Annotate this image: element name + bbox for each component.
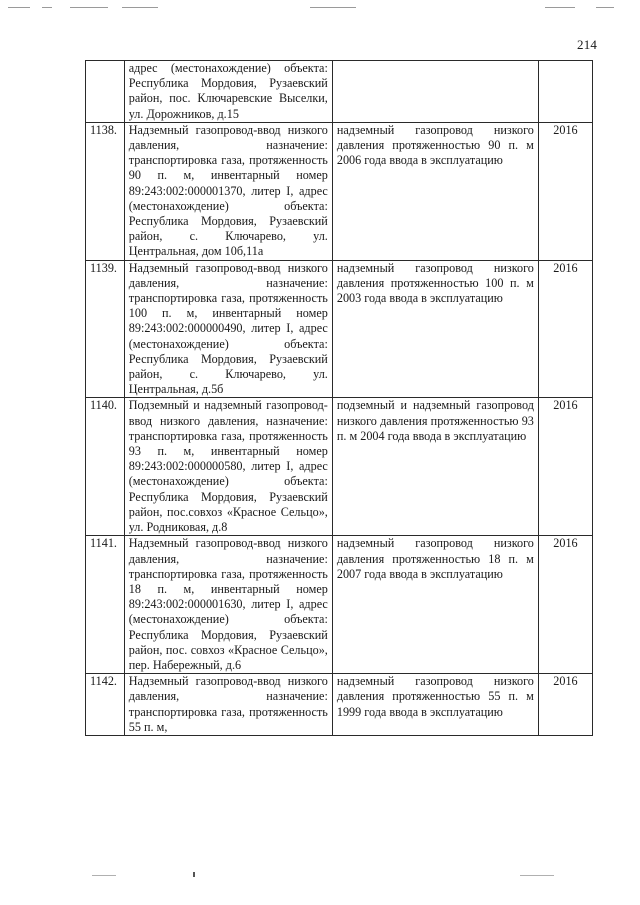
year-cell: 2016 [538, 674, 592, 736]
scan-footer-noise [0, 872, 640, 880]
object-description-cell [332, 61, 538, 123]
year-cell: 2016 [538, 122, 592, 260]
row-number-cell: 1139. [86, 260, 125, 398]
object-description-cell: надземный газопровод низкого давления протяженностью 18 п. м 2007 года ввода в эксплуатацию [332, 536, 538, 674]
registry-table-body [86, 61, 593, 736]
object-name-cell: Надземный газопровод-ввод низкого давления, назначение: транспортировка газа, протяженность 55 п. м, [124, 674, 332, 736]
row-number-cell: 1141. [86, 536, 125, 674]
object-name-cell: Подземный и надземный газопровод-ввод низкого давления, назначение: транспортировка газа, протяженность 93 п. м, инвентарный номер 89:243:002:000000580, литер I, адрес (местонахождение) объекта: Республика Мордовия, Рузаевский район, пос.совхоз «Красное Сельцо», ул. Родниковая, д.8 [124, 398, 332, 536]
year-cell: 2016 [538, 536, 592, 674]
row-number-cell: 1140. [86, 398, 125, 536]
object-description-cell: надземный газопровод низкого давления протяженностью 100 п. м 2003 года ввода в эксплуатацию [332, 260, 538, 398]
table-row [86, 536, 593, 674]
object-name-cell: Надземный газопровод-ввод низкого давления, назначение: транспортировка газа, протяженность 18 п. м, инвентарный номер 89:243:002:000001630, литер I, адрес (местонахождение) объекта: Республика Мордовия, Рузаевский район, пос. совхоз «Красное Сельцо», пер. Набережный, д.6 [124, 536, 332, 674]
table-row [86, 122, 593, 260]
row-number-cell: 1138. [86, 122, 125, 260]
year-cell [538, 61, 592, 123]
scan-header-noise [0, 4, 640, 14]
page-number: 214 [577, 37, 598, 52]
object-name-cell: Надземный газопровод-ввод низкого давления, назначение: транспортировка газа, протяженность 100 п. м, инвентарный номер 89:243:002:000000490, литер I, адрес (местонахождение) объекта: Республика Мордовия, Рузаевский район, с. Ключарево, ул. Центральная, д.5б [124, 260, 332, 398]
object-description-cell: надземный газопровод низкого давления протяженностью 55 п. м 1999 года ввода в эксплуатацию [332, 674, 538, 736]
row-number-cell [86, 61, 125, 123]
table-row [86, 398, 593, 536]
object-name-cell: Надземный газопровод-ввод низкого давления, назначение: транспортировка газа, протяженность 90 п. м, инвентарный номер 89:243:002:000001370, литер I, адрес (местонахождение) объекта: Республика Мордовия, Рузаевский район, с. Ключарево, ул. Центральная, дом 10б,11а [124, 122, 332, 260]
year-cell: 2016 [538, 260, 592, 398]
registry-table [85, 60, 593, 736]
object-description-cell: подземный и надземный газопровод низкого давления протяженностью 93 п. м 2004 года ввода в эксплуатацию [332, 398, 538, 536]
row-number-cell: 1142. [86, 674, 125, 736]
object-name-cell: адрес (местонахождение) объекта: Республика Мордовия, Рузаевский район, пос. Ключаревские Выселки, ул. Дорожников, д.15 [124, 61, 332, 123]
table-row [86, 260, 593, 398]
table-row [86, 674, 593, 736]
year-cell: 2016 [538, 398, 592, 536]
table-row [86, 61, 593, 123]
object-description-cell: надземный газопровод низкого давления протяженностью 90 п. м 2006 года ввода в эксплуатацию [332, 122, 538, 260]
